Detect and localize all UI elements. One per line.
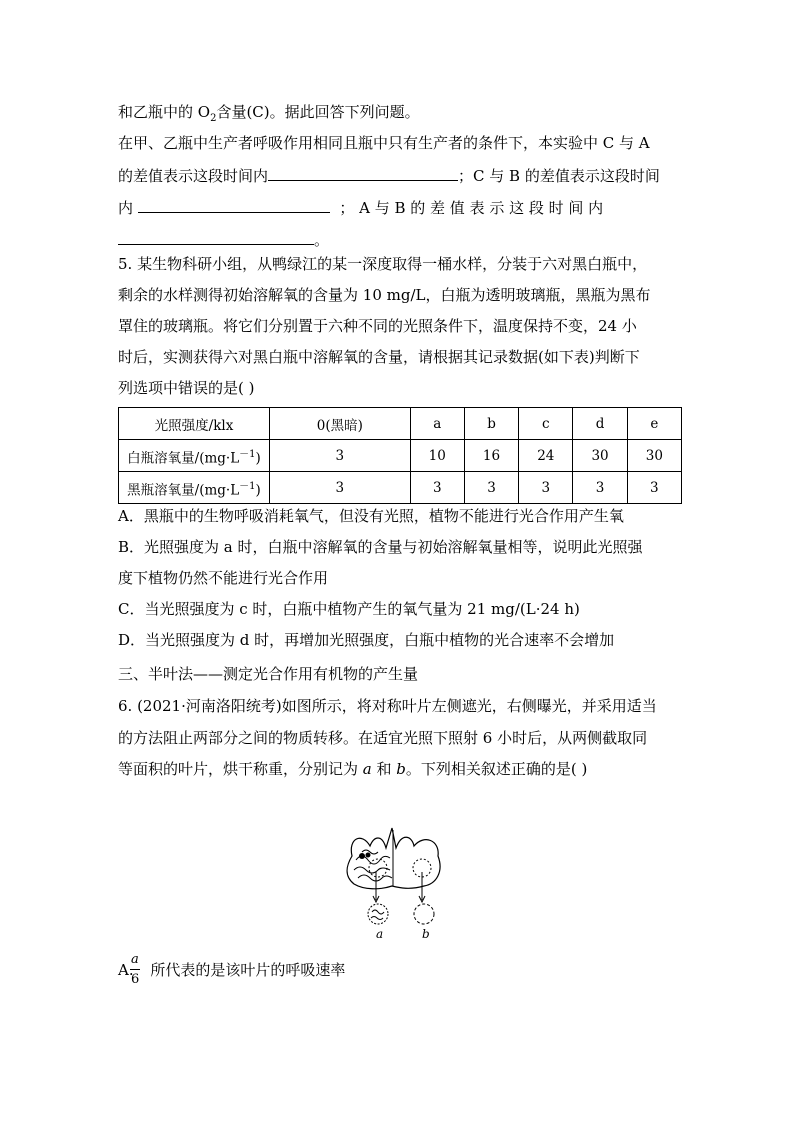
table-cell: 30 (573, 440, 627, 472)
figure-label-b: b (422, 927, 430, 941)
table-header-cell: d (573, 408, 627, 440)
row-label: 黑瓶溶氧量$/(mg\cdot L^{-1})$ (119, 472, 270, 504)
q5-option-a: A．黑瓶中的生物呼吸消耗氧气，但没有光照，植物不能进行光合作用产生氧 (118, 507, 624, 525)
sample-disc-b (414, 904, 434, 924)
figure-label-a: a (376, 927, 384, 941)
shaded-dot (359, 853, 365, 859)
q4-line-2: 在甲、乙瓶中生产者呼吸作用相同且瓶中只有生产者的条件下，本实验中 C 与 A (118, 134, 650, 152)
row-label: 白瓶溶氧量$/(mg\cdot L^{-1})$ (119, 440, 270, 472)
fraction-numerator: a (131, 952, 139, 967)
q6-option-a: A. a 6 所代表的是该叶片的呼吸速率 (118, 960, 345, 980)
q5-option-c: C．当光照强度为 c 时，白瓶中植物产生的氧气量为 21 mg/(L·24 h) (118, 600, 580, 618)
table-header-cell: 光照强度/klx (119, 408, 270, 440)
table-header-row (119, 408, 682, 440)
q4-line-4: 内 ； A 与 B 的 差 值 表 示 这 段 时 间 内 (118, 196, 603, 218)
table-cell: 30 (627, 440, 681, 472)
q6-line-2: 的方法阻止两部分之间的物质转移。在适宜光照下照射 6 小时后，从两侧截取同 (118, 729, 648, 747)
q5-line-5: 列选项中错误的是( ) (118, 379, 255, 397)
table-cell: 3 (627, 472, 681, 504)
oxygen-table (118, 407, 682, 504)
answer-blank-3[interactable] (118, 228, 314, 245)
answer-blank-2[interactable] (138, 196, 330, 213)
q4-line-5: 。 (118, 228, 329, 250)
table-cell: 3 (270, 440, 411, 472)
q5-option-b-line-2: 度下植物仍然不能进行光合作用 (118, 569, 329, 587)
table-header-cell: b (464, 408, 518, 440)
q6-line-3: 等面积的叶片，烘干称重，分别记为 a 和 b。下列相关叙述正确的是( ) (118, 760, 588, 778)
table-cell: 10 (410, 440, 464, 472)
table-header-cell: 0(黑暗) (270, 408, 411, 440)
shaded-dot (366, 853, 371, 858)
q5-option-b-line-1: B．光照强度为 a 时，白瓶中溶解氧的含量与初始溶解氧量相等，说明此光照强 (118, 538, 643, 556)
sample-disc-a (368, 904, 388, 924)
table-cell: 16 (464, 440, 518, 472)
table-header-cell: e (627, 408, 681, 440)
q4-line-3: 的差值表示这段时间内 ；C 与 B 的差值表示这段时间 (118, 164, 660, 186)
table-row-white-bottle (119, 440, 682, 472)
table-cell: 3 (410, 472, 464, 504)
q5-line-4: 时后，实测获得六对黑白瓶中溶解氧的含量，请根据其记录数据(如下表)判断下 (118, 348, 640, 366)
q5-line-2: 剩余的水样测得初始溶解氧的含量为 10 mg/L，白瓶为透明玻璃瓶，黑瓶为黑布 (118, 286, 651, 304)
q5-line-3: 罩住的玻璃瓶。将它们分别置于六种不同的光照条件下，温度保持不变，24 小 (118, 317, 637, 335)
table-cell: 3 (464, 472, 518, 504)
q4-line-1: 和乙瓶中的 $O_2$含量(C)。据此回答下列问题。 (118, 103, 420, 124)
table-cell: 3 (519, 472, 573, 504)
table-header-cell: c (519, 408, 573, 440)
fraction-denominator: 6 (131, 972, 140, 987)
q6-line-1: 6. (2021·河南洛阳统考)如图所示，将对称叶片左侧遮光，右侧曝光，并采用适当 (118, 697, 657, 715)
table-row-black-bottle (119, 472, 682, 504)
q5-line-1: 5. 某生物科研小组，从鸭绿江的某一深度取得一桶水样，分装于六对黑白瓶中， (118, 255, 648, 273)
section-heading: 三、半叶法——测定光合作用有机物的产生量 (118, 665, 419, 683)
leaf-figure (340, 826, 450, 942)
table-cell: 3 (270, 472, 411, 504)
q5-option-d: D．当光照强度为 d 时，再增加光照强度，白瓶中植物的光合速率不会增加 (118, 631, 615, 649)
table-cell: 3 (573, 472, 627, 504)
table-cell: 24 (519, 440, 573, 472)
table-header-cell: a (410, 408, 464, 440)
answer-blank-1[interactable] (268, 164, 458, 181)
